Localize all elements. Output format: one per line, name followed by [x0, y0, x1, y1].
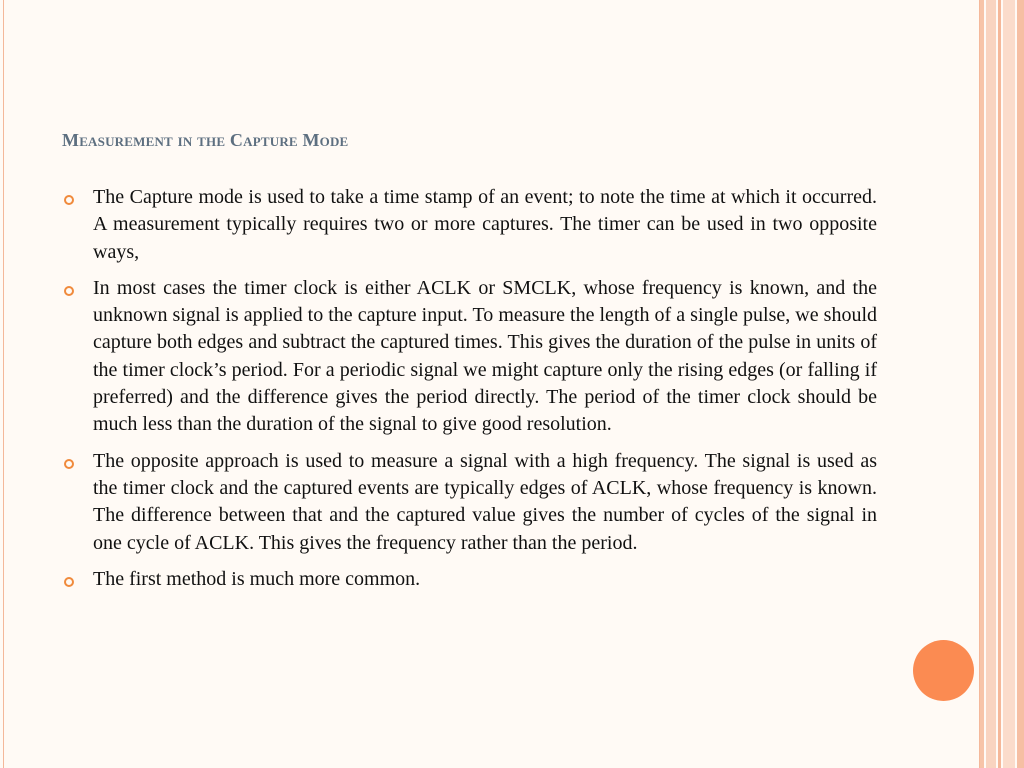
bullet-icon — [64, 459, 74, 469]
bullet-item — [62, 275, 877, 439]
bullet-item — [62, 184, 877, 266]
bullet-item — [62, 448, 877, 557]
decorative-stripe — [1003, 0, 1015, 768]
bullet-list — [62, 184, 877, 602]
slide-title: Measurement in the Capture Mode — [62, 130, 349, 150]
bullet-icon — [64, 286, 74, 296]
orange-circle-decoration — [913, 640, 974, 701]
bullet-text: In most cases the timer clock is either ACLK or SMCLK, whose frequency is known, and the unknown signal is applied to the capture input. To measure the length of a single pulse, we should capture both edges and subtract the captured times. This gives the duration of the pulse in units of the timer clock’s period. For a periodic signal we might capture only the rising edges (or falling if preferred) and the difference gives the period directly. The period of the timer clock should be much less than the duration of the signal to give good resolution. — [93, 276, 877, 436]
decorative-stripe — [998, 0, 1001, 768]
decorative-stripe — [1017, 0, 1024, 768]
bullet-icon — [64, 195, 74, 205]
bullet-item — [62, 566, 877, 593]
bullet-icon — [64, 577, 74, 587]
bullet-text: The Capture mode is used to take a time stamp of an event; to note the time at which it occurred. A measurement typically requires two or more captures. The timer can be used in two opposite ways, — [93, 186, 877, 263]
bullet-text: The first method is much more common. — [93, 567, 421, 590]
decorative-stripe — [980, 0, 984, 768]
decorative-stripe — [986, 0, 996, 768]
bullet-text: The opposite approach is used to measure a signal with a high frequency. The signal is used as the timer clock and the captured events are typically edges of ACLK, whose frequency is known. The difference between that and the captured value gives the number of cycles of the signal in one cycle of ACLK. This gives the frequency rather than the period. — [93, 449, 877, 554]
